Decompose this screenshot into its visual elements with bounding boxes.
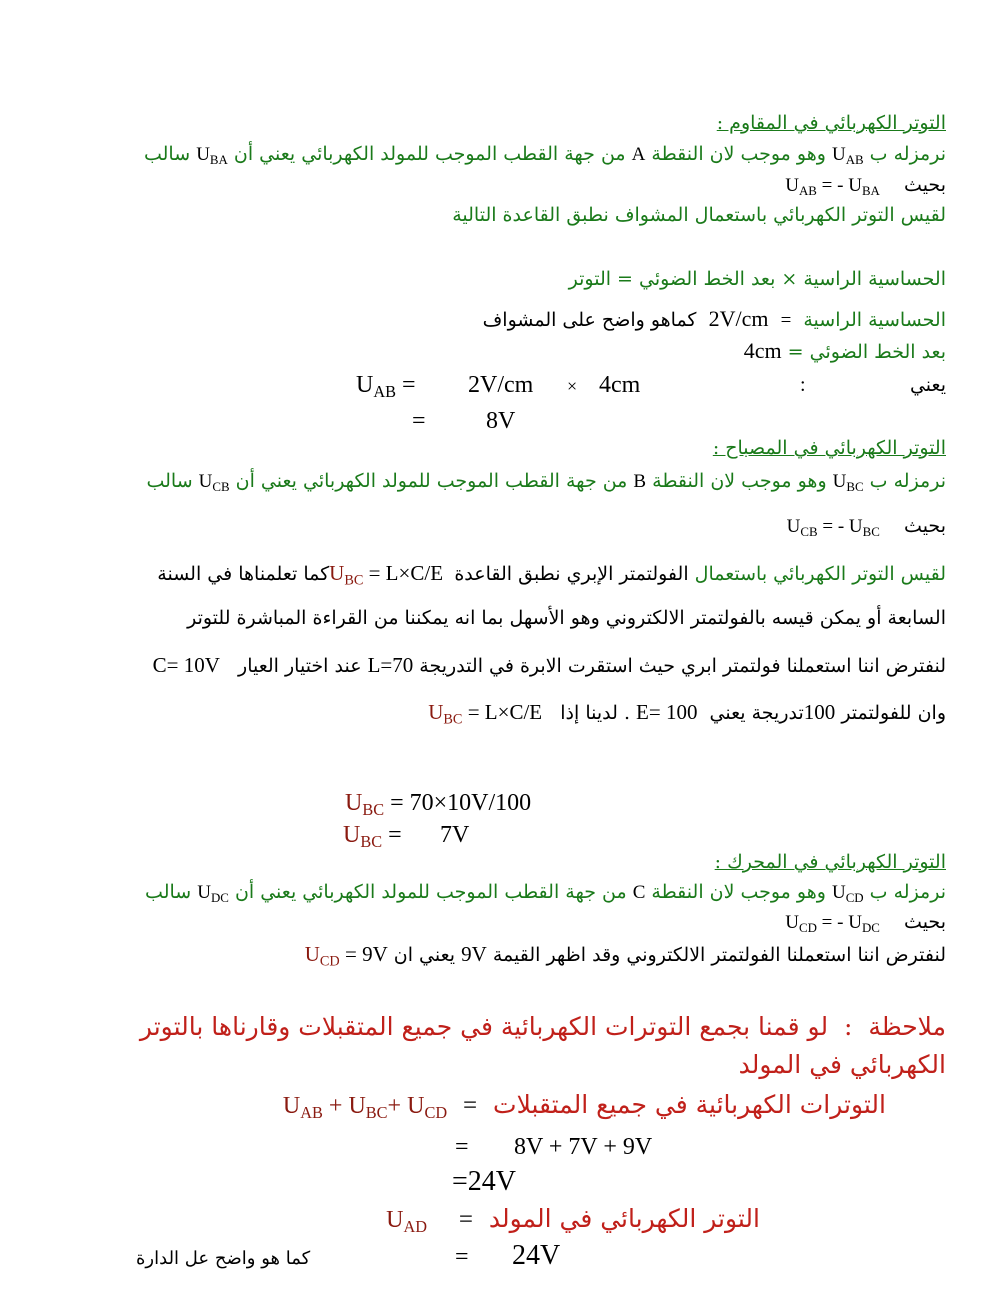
equals-sign: = bbox=[463, 1092, 478, 1119]
distance-label: بعد الخط الضوئي = bbox=[787, 341, 946, 363]
value-100: 100 bbox=[803, 700, 836, 724]
point-c: C bbox=[632, 882, 646, 903]
note-label: ملاحظة bbox=[868, 1012, 946, 1041]
resistor-relation bbox=[785, 174, 946, 198]
note-line-1 bbox=[140, 1012, 946, 1042]
lamp-definition bbox=[146, 470, 946, 494]
generator-line bbox=[386, 1204, 760, 1236]
lamp-paragraph-2: السابعة أو يمكن قيسه بالفولتمتر الالكتروني وهو الأسهل بما انه يمكننا من القراءة المباشرة للتوتر bbox=[187, 607, 946, 629]
relation-formula: $U_{CD}$ = - $U_{DC}$ bbox=[785, 912, 880, 935]
generator-label: التوتر الكهربائي في المولد bbox=[488, 1204, 760, 1233]
text-segment: من جهة القطب الموجب للمولد الكهربائي يعني أن bbox=[227, 143, 632, 165]
text-segment: تدريجة يعني bbox=[703, 702, 804, 724]
equals-sign: = bbox=[458, 1206, 473, 1233]
calc-distance: 4cm bbox=[599, 372, 641, 398]
lamp-paragraph-4 bbox=[428, 700, 946, 728]
formula-lce: $U_{BC} = L\times C/E$ bbox=[329, 561, 449, 589]
relation-formula: $U_{AB}$ = - $U_{BA}$ bbox=[785, 175, 880, 198]
text-segment: وهو موجب لان النقطة bbox=[645, 143, 832, 165]
resistor-measure-text: لقيس التوتر الكهربائي باستعمال المشواف نطبق القاعدة التالية bbox=[452, 204, 946, 226]
distance-line bbox=[744, 338, 946, 364]
lamp-calc-2: $U_{BC}$ = bbox=[343, 822, 402, 851]
symbol-u-bc: $U_{BC}$ bbox=[832, 471, 864, 494]
symbol-u-ba: $U_{BA}$ bbox=[196, 144, 228, 167]
relation-word: بحيث bbox=[904, 515, 946, 537]
sum-result: =24V bbox=[452, 1166, 517, 1197]
motor-definition bbox=[145, 881, 946, 905]
text-segment: سالب bbox=[146, 470, 199, 492]
formula-u-cd: $9V = U_{CD}$ bbox=[304, 942, 388, 970]
symbol-u-cb: $U_{CB}$ bbox=[198, 471, 230, 494]
sum-values: 8V + 7V + 9V bbox=[514, 1134, 653, 1160]
text-segment: نرمزله ب bbox=[863, 881, 946, 903]
relation-word: بحيث bbox=[904, 911, 946, 933]
text-segment: . لدينا إذا bbox=[554, 702, 637, 724]
times-sign: × bbox=[567, 376, 578, 396]
sum-formula: $U_{AB} + U_{BC}+ U_{CD}$ bbox=[282, 1093, 448, 1122]
value-e: E= 100 bbox=[636, 700, 698, 724]
text-segment: من جهة القطب الموجب للمولد الكهربائي يعني أن bbox=[229, 470, 634, 492]
sum-label: التوترات الكهربائية في جميع المتقبلات bbox=[493, 1090, 886, 1119]
point-b: B bbox=[633, 471, 647, 492]
text-segment: كما تعلمناها في السنة bbox=[157, 563, 330, 585]
result-equals: = bbox=[412, 408, 426, 434]
sensitivity-line bbox=[483, 306, 946, 333]
lamp-result: 7V bbox=[440, 822, 470, 848]
value-c: C= 10V bbox=[152, 653, 220, 677]
final-value: 24V bbox=[512, 1240, 561, 1271]
text-segment: وهو موجب لان النقطة bbox=[646, 470, 833, 492]
relation-formula: $U_{CB}$ = - $U_{BC}$ bbox=[786, 516, 880, 539]
lamp-title: التوتر الكهربائي في المصباح : bbox=[712, 437, 946, 459]
lamp-paragraph-1 bbox=[157, 561, 946, 589]
sensitivity-note: كماهو واضح على المشواف bbox=[482, 309, 697, 331]
text-segment: سالب bbox=[143, 143, 197, 165]
formula-lce: $U_{BC} = L\times C/E$ bbox=[428, 700, 543, 728]
text-segment: وهو موجب لان النقطة bbox=[645, 881, 832, 903]
resistor-title: التوتر الكهربائي في المقاوم : bbox=[716, 112, 946, 134]
text-segment: يعني ان bbox=[387, 944, 462, 966]
distance-value: 4cm bbox=[743, 338, 782, 363]
motor-paragraph bbox=[305, 942, 946, 970]
text-segment: لنفترض اننا استعملنا فولتمتر ابري حيث استقرت الابرة في التدريجة bbox=[413, 655, 946, 677]
voltage-rule: الحساسية الراسية × بعد الخط الضوئي = التوتر bbox=[568, 268, 946, 290]
text-segment: لقيس التوتر الكهربائي باستعمال bbox=[694, 563, 946, 585]
sum-equals-2: = bbox=[455, 1134, 469, 1160]
text-segment: نرمزله ب bbox=[863, 143, 946, 165]
text-segment: الفولتمتر الإبري نطبق القاعدة bbox=[448, 563, 695, 585]
text-segment: وان للفولتمتر bbox=[835, 702, 946, 724]
calc-u-ab: $U_{AB}$ = bbox=[356, 372, 416, 401]
motor-relation bbox=[785, 911, 946, 935]
sensitivity-label: الحساسية الراسية bbox=[803, 309, 946, 331]
result-u-ab: 8V bbox=[486, 408, 516, 434]
value-9v: 9V bbox=[461, 942, 487, 966]
symbol-u-cd: $U_{CD}$ bbox=[831, 882, 864, 905]
relation-word: بحيث bbox=[904, 174, 946, 196]
text-segment: نرمزله ب bbox=[863, 470, 946, 492]
note-colon: : bbox=[843, 1012, 853, 1041]
sensitivity-value: 2V/cm bbox=[708, 306, 769, 331]
text-segment: عند اختيار العيار bbox=[231, 655, 368, 677]
text-segment: لنفترض اننا استعملنا الفولتمتر الالكتروني وقد اظهر القيمة bbox=[486, 944, 946, 966]
symbol-u-dc: $U_{DC}$ bbox=[197, 882, 229, 905]
note-line-2: الكهربائي في المولد bbox=[738, 1050, 946, 1079]
circuit-note: كما هو واضح عل الدارة bbox=[136, 1248, 311, 1269]
calc-sensitivity: 2V/cm bbox=[468, 372, 534, 398]
means-word: يعني bbox=[909, 374, 946, 396]
lamp-calc-1: $U_{BC} = 70\times 10V/100$ bbox=[345, 790, 532, 819]
value-l: L=70 bbox=[367, 653, 414, 677]
point-a: A bbox=[631, 144, 646, 165]
colon: : bbox=[800, 374, 806, 396]
symbol-u-ab: $U_{AB}$ bbox=[831, 144, 864, 167]
equals-sign: = bbox=[780, 310, 792, 331]
text-segment: من جهة القطب الموجب للمولد الكهربائي يعني أن bbox=[228, 881, 633, 903]
lamp-paragraph-3 bbox=[153, 653, 946, 678]
symbol-u-ad: $U_{AD}$ bbox=[386, 1207, 428, 1236]
note-text: لو قمنا بجمع التوترات الكهربائية في جميع المتقبلات وقارناها بالتوتر bbox=[139, 1012, 829, 1041]
motor-title: التوتر الكهربائي في المحرك : bbox=[714, 851, 946, 873]
final-equals: = bbox=[455, 1244, 469, 1270]
text-segment: سالب bbox=[145, 881, 198, 903]
lamp-relation bbox=[787, 515, 946, 539]
resistor-definition bbox=[144, 143, 946, 167]
sum-line bbox=[283, 1090, 886, 1122]
